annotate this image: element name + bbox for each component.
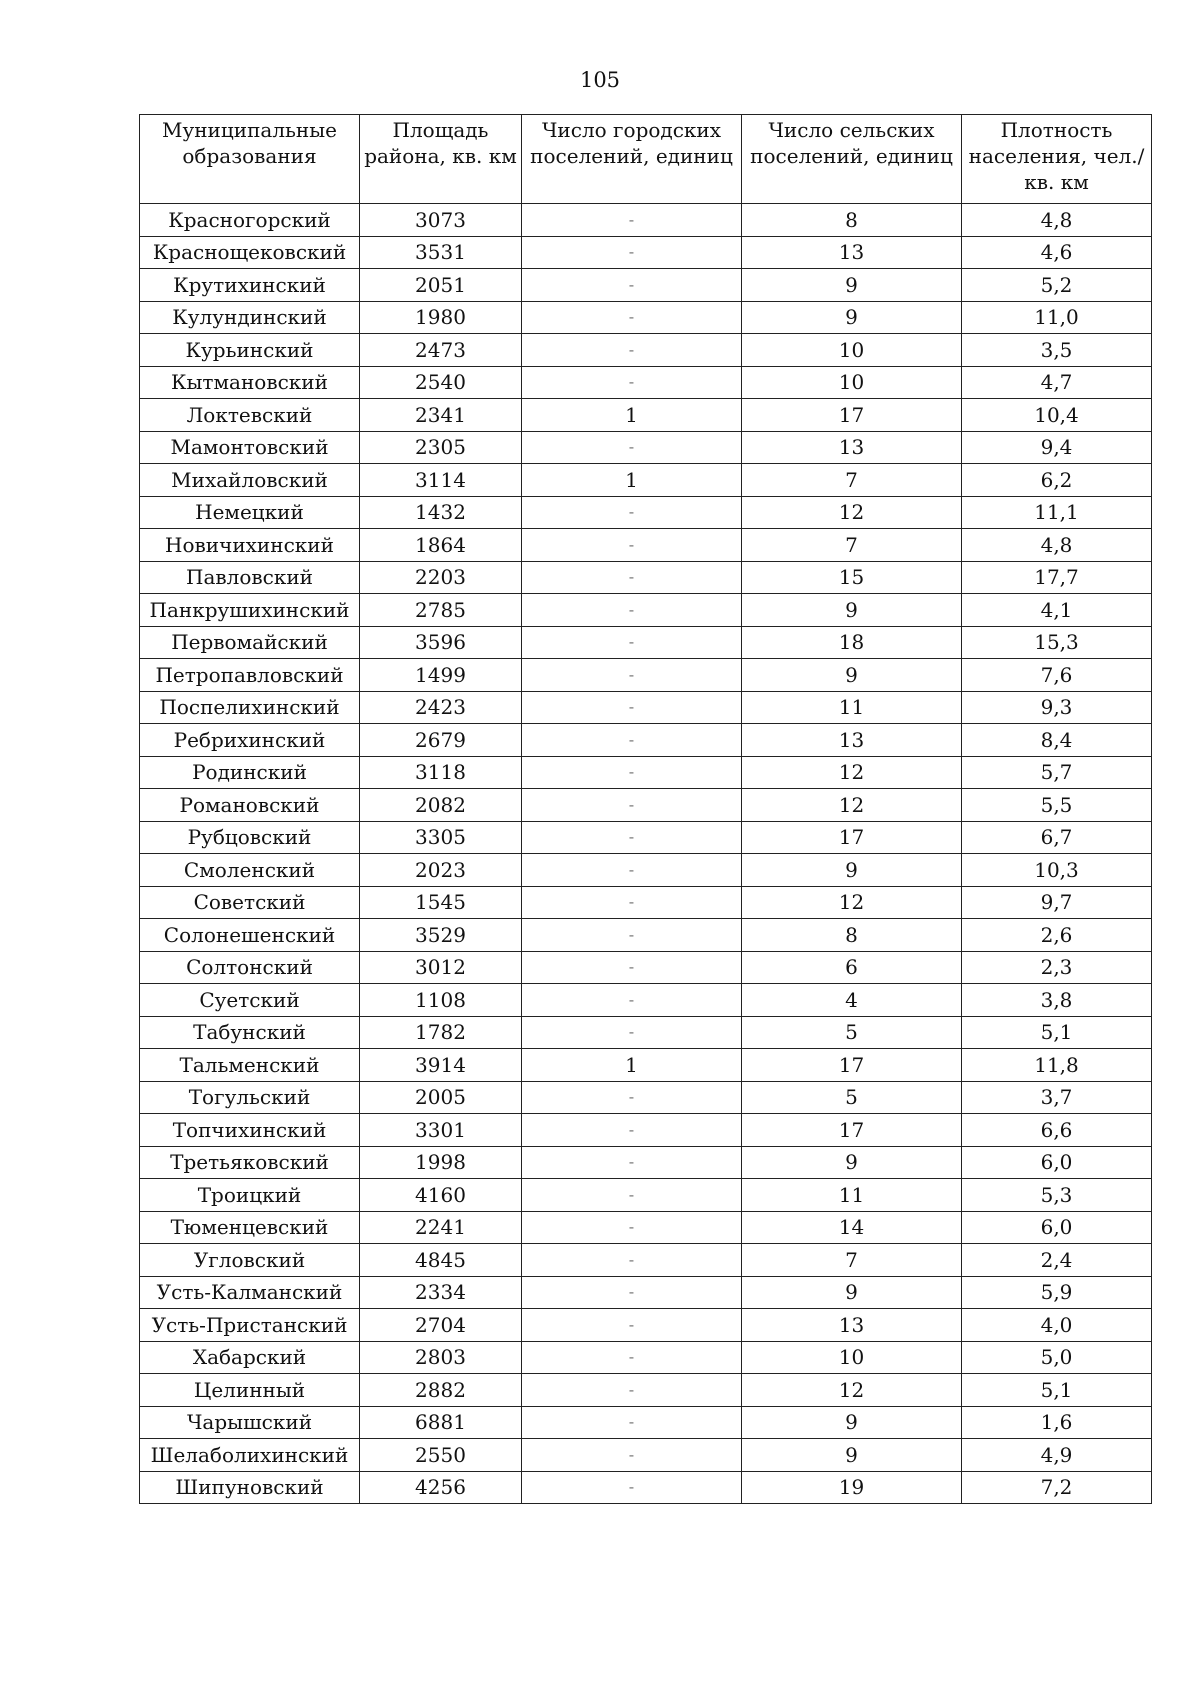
cell-population-density: 5,1 bbox=[962, 1374, 1152, 1407]
cell-urban-settlements: - bbox=[522, 691, 742, 724]
cell-urban-settlements: - bbox=[522, 431, 742, 464]
cell-rural-settlements: 10 bbox=[742, 366, 962, 399]
cell-area: 3114 bbox=[360, 464, 522, 497]
cell-urban-settlements: - bbox=[522, 334, 742, 367]
table-row bbox=[140, 1309, 1152, 1342]
table-row bbox=[140, 1341, 1152, 1374]
cell-municipality: Кытмановский bbox=[140, 366, 360, 399]
cell-population-density: 9,7 bbox=[962, 886, 1152, 919]
cell-municipality: Петропавловский bbox=[140, 659, 360, 692]
cell-municipality: Романовский bbox=[140, 789, 360, 822]
cell-urban-settlements: - bbox=[522, 1244, 742, 1277]
cell-municipality: Тогульский bbox=[140, 1081, 360, 1114]
cell-area: 1432 bbox=[360, 496, 522, 529]
page-number: 105 bbox=[579, 68, 621, 92]
cell-urban-settlements: - bbox=[522, 1341, 742, 1374]
cell-area: 2550 bbox=[360, 1439, 522, 1472]
cell-urban-settlements: - bbox=[522, 204, 742, 237]
header-urban-settlements: Число городских поселений, единиц bbox=[522, 115, 742, 204]
cell-urban-settlements: - bbox=[522, 789, 742, 822]
cell-population-density: 9,4 bbox=[962, 431, 1152, 464]
cell-area: 4845 bbox=[360, 1244, 522, 1277]
cell-population-density: 11,0 bbox=[962, 301, 1152, 334]
cell-rural-settlements: 17 bbox=[742, 1114, 962, 1147]
table-row bbox=[140, 431, 1152, 464]
cell-population-density: 11,1 bbox=[962, 496, 1152, 529]
cell-urban-settlements: - bbox=[522, 756, 742, 789]
table-row bbox=[140, 1114, 1152, 1147]
cell-area: 2305 bbox=[360, 431, 522, 464]
table-row bbox=[140, 1406, 1152, 1439]
table-row bbox=[140, 919, 1152, 952]
cell-urban-settlements: - bbox=[522, 951, 742, 984]
header-area: Площадь района, кв. км bbox=[360, 115, 522, 204]
cell-population-density: 5,2 bbox=[962, 269, 1152, 302]
cell-area: 2803 bbox=[360, 1341, 522, 1374]
cell-area: 3529 bbox=[360, 919, 522, 952]
table-row bbox=[140, 464, 1152, 497]
cell-area: 1980 bbox=[360, 301, 522, 334]
cell-rural-settlements: 11 bbox=[742, 691, 962, 724]
cell-urban-settlements: - bbox=[522, 1146, 742, 1179]
cell-rural-settlements: 12 bbox=[742, 789, 962, 822]
cell-rural-settlements: 10 bbox=[742, 1341, 962, 1374]
cell-population-density: 17,7 bbox=[962, 561, 1152, 594]
cell-urban-settlements: - bbox=[522, 626, 742, 659]
table-row bbox=[140, 1276, 1152, 1309]
cell-population-density: 9,3 bbox=[962, 691, 1152, 724]
table-row bbox=[140, 659, 1152, 692]
cell-rural-settlements: 5 bbox=[742, 1016, 962, 1049]
cell-rural-settlements: 17 bbox=[742, 1049, 962, 1082]
table-row bbox=[140, 561, 1152, 594]
cell-rural-settlements: 9 bbox=[742, 854, 962, 887]
cell-population-density: 4,8 bbox=[962, 529, 1152, 562]
cell-urban-settlements: 1 bbox=[522, 464, 742, 497]
cell-rural-settlements: 13 bbox=[742, 724, 962, 757]
table-row bbox=[140, 821, 1152, 854]
cell-urban-settlements: - bbox=[522, 1276, 742, 1309]
cell-urban-settlements: 1 bbox=[522, 1049, 742, 1082]
cell-area: 2882 bbox=[360, 1374, 522, 1407]
table-row bbox=[140, 1471, 1152, 1504]
cell-municipality: Михайловский bbox=[140, 464, 360, 497]
cell-municipality: Угловский bbox=[140, 1244, 360, 1277]
cell-urban-settlements: - bbox=[522, 529, 742, 562]
cell-area: 2005 bbox=[360, 1081, 522, 1114]
cell-rural-settlements: 9 bbox=[742, 594, 962, 627]
table-row bbox=[140, 1374, 1152, 1407]
cell-area: 3012 bbox=[360, 951, 522, 984]
cell-population-density: 2,6 bbox=[962, 919, 1152, 952]
cell-rural-settlements: 7 bbox=[742, 1244, 962, 1277]
table-row bbox=[140, 724, 1152, 757]
table-row bbox=[140, 756, 1152, 789]
cell-municipality: Шелаболихинский bbox=[140, 1439, 360, 1472]
cell-rural-settlements: 9 bbox=[742, 269, 962, 302]
cell-rural-settlements: 10 bbox=[742, 334, 962, 367]
cell-area: 2203 bbox=[360, 561, 522, 594]
cell-rural-settlements: 15 bbox=[742, 561, 962, 594]
cell-rural-settlements: 8 bbox=[742, 204, 962, 237]
cell-population-density: 7,6 bbox=[962, 659, 1152, 692]
table-row bbox=[140, 1146, 1152, 1179]
cell-rural-settlements: 14 bbox=[742, 1211, 962, 1244]
cell-population-density: 5,3 bbox=[962, 1179, 1152, 1212]
header-municipality: Муниципальные образования bbox=[140, 115, 360, 204]
cell-area: 2679 bbox=[360, 724, 522, 757]
cell-urban-settlements: - bbox=[522, 1309, 742, 1342]
cell-rural-settlements: 12 bbox=[742, 756, 962, 789]
cell-municipality: Родинский bbox=[140, 756, 360, 789]
table-row bbox=[140, 691, 1152, 724]
cell-population-density: 7,2 bbox=[962, 1471, 1152, 1504]
cell-area: 1545 bbox=[360, 886, 522, 919]
cell-population-density: 8,4 bbox=[962, 724, 1152, 757]
table-row bbox=[140, 1016, 1152, 1049]
cell-area: 2051 bbox=[360, 269, 522, 302]
cell-urban-settlements: - bbox=[522, 561, 742, 594]
table-row bbox=[140, 301, 1152, 334]
cell-municipality: Локтевский bbox=[140, 399, 360, 432]
table-row bbox=[140, 594, 1152, 627]
cell-municipality: Красногорский bbox=[140, 204, 360, 237]
cell-urban-settlements: - bbox=[522, 1439, 742, 1472]
cell-population-density: 4,0 bbox=[962, 1309, 1152, 1342]
table-row bbox=[140, 854, 1152, 887]
cell-rural-settlements: 12 bbox=[742, 886, 962, 919]
cell-area: 2785 bbox=[360, 594, 522, 627]
cell-area: 2082 bbox=[360, 789, 522, 822]
cell-population-density: 11,8 bbox=[962, 1049, 1152, 1082]
cell-population-density: 15,3 bbox=[962, 626, 1152, 659]
cell-urban-settlements: - bbox=[522, 366, 742, 399]
cell-population-density: 10,4 bbox=[962, 399, 1152, 432]
cell-municipality: Ребрихинский bbox=[140, 724, 360, 757]
cell-rural-settlements: 9 bbox=[742, 1146, 962, 1179]
cell-rural-settlements: 17 bbox=[742, 821, 962, 854]
cell-rural-settlements: 12 bbox=[742, 496, 962, 529]
cell-population-density: 3,8 bbox=[962, 984, 1152, 1017]
cell-urban-settlements: - bbox=[522, 1374, 742, 1407]
cell-rural-settlements: 9 bbox=[742, 1276, 962, 1309]
cell-urban-settlements: - bbox=[522, 919, 742, 952]
cell-rural-settlements: 7 bbox=[742, 529, 962, 562]
cell-rural-settlements: 13 bbox=[742, 236, 962, 269]
cell-area: 3914 bbox=[360, 1049, 522, 1082]
cell-municipality: Рубцовский bbox=[140, 821, 360, 854]
cell-municipality: Третьяковский bbox=[140, 1146, 360, 1179]
cell-rural-settlements: 13 bbox=[742, 1309, 962, 1342]
cell-municipality: Тальменский bbox=[140, 1049, 360, 1082]
cell-urban-settlements: - bbox=[522, 1016, 742, 1049]
cell-population-density: 6,0 bbox=[962, 1211, 1152, 1244]
cell-rural-settlements: 6 bbox=[742, 951, 962, 984]
municipalities-table bbox=[139, 114, 1152, 1504]
table-row bbox=[140, 1049, 1152, 1082]
cell-municipality: Краснощековский bbox=[140, 236, 360, 269]
cell-area: 3531 bbox=[360, 236, 522, 269]
cell-area: 1108 bbox=[360, 984, 522, 1017]
cell-rural-settlements: 7 bbox=[742, 464, 962, 497]
cell-population-density: 5,1 bbox=[962, 1016, 1152, 1049]
cell-area: 2023 bbox=[360, 854, 522, 887]
cell-population-density: 6,2 bbox=[962, 464, 1152, 497]
cell-population-density: 6,7 bbox=[962, 821, 1152, 854]
cell-population-density: 2,4 bbox=[962, 1244, 1152, 1277]
cell-urban-settlements: - bbox=[522, 886, 742, 919]
cell-population-density: 6,0 bbox=[962, 1146, 1152, 1179]
header-row bbox=[140, 115, 1152, 204]
cell-population-density: 3,7 bbox=[962, 1081, 1152, 1114]
table-body bbox=[140, 204, 1152, 1504]
table-row bbox=[140, 1211, 1152, 1244]
cell-area: 2704 bbox=[360, 1309, 522, 1342]
cell-rural-settlements: 9 bbox=[742, 659, 962, 692]
cell-area: 1998 bbox=[360, 1146, 522, 1179]
table-row bbox=[140, 1081, 1152, 1114]
cell-urban-settlements: - bbox=[522, 1471, 742, 1504]
table-row bbox=[140, 366, 1152, 399]
cell-area: 3301 bbox=[360, 1114, 522, 1147]
cell-urban-settlements: - bbox=[522, 659, 742, 692]
cell-urban-settlements: - bbox=[522, 236, 742, 269]
cell-area: 1864 bbox=[360, 529, 522, 562]
cell-population-density: 4,6 bbox=[962, 236, 1152, 269]
table-row bbox=[140, 496, 1152, 529]
cell-area: 3305 bbox=[360, 821, 522, 854]
cell-rural-settlements: 4 bbox=[742, 984, 962, 1017]
cell-municipality: Усть-Калманский bbox=[140, 1276, 360, 1309]
cell-municipality: Целинный bbox=[140, 1374, 360, 1407]
cell-population-density: 5,9 bbox=[962, 1276, 1152, 1309]
table-row bbox=[140, 886, 1152, 919]
table-row bbox=[140, 1244, 1152, 1277]
header-population-density: Плотность населения, чел./кв. км bbox=[962, 115, 1152, 204]
cell-population-density: 4,9 bbox=[962, 1439, 1152, 1472]
cell-municipality: Курьинский bbox=[140, 334, 360, 367]
cell-area: 1782 bbox=[360, 1016, 522, 1049]
cell-area: 3118 bbox=[360, 756, 522, 789]
cell-population-density: 2,3 bbox=[962, 951, 1152, 984]
cell-municipality: Кулундинский bbox=[140, 301, 360, 334]
cell-population-density: 4,1 bbox=[962, 594, 1152, 627]
cell-area: 3073 bbox=[360, 204, 522, 237]
cell-rural-settlements: 9 bbox=[742, 1439, 962, 1472]
cell-area: 2334 bbox=[360, 1276, 522, 1309]
cell-rural-settlements: 12 bbox=[742, 1374, 962, 1407]
table-row bbox=[140, 1439, 1152, 1472]
cell-urban-settlements: - bbox=[522, 1081, 742, 1114]
cell-population-density: 10,3 bbox=[962, 854, 1152, 887]
cell-municipality: Немецкий bbox=[140, 496, 360, 529]
cell-area: 2241 bbox=[360, 1211, 522, 1244]
cell-area: 4160 bbox=[360, 1179, 522, 1212]
cell-urban-settlements: - bbox=[522, 821, 742, 854]
cell-municipality: Панкрушихинский bbox=[140, 594, 360, 627]
cell-population-density: 5,5 bbox=[962, 789, 1152, 822]
cell-area: 2473 bbox=[360, 334, 522, 367]
cell-urban-settlements: - bbox=[522, 1211, 742, 1244]
table-row bbox=[140, 204, 1152, 237]
cell-urban-settlements: - bbox=[522, 724, 742, 757]
cell-municipality: Топчихинский bbox=[140, 1114, 360, 1147]
cell-urban-settlements: - bbox=[522, 1406, 742, 1439]
cell-rural-settlements: 13 bbox=[742, 431, 962, 464]
cell-urban-settlements: - bbox=[522, 1179, 742, 1212]
cell-rural-settlements: 19 bbox=[742, 1471, 962, 1504]
cell-urban-settlements: - bbox=[522, 301, 742, 334]
cell-population-density: 6,6 bbox=[962, 1114, 1152, 1147]
cell-municipality: Павловский bbox=[140, 561, 360, 594]
cell-urban-settlements: - bbox=[522, 594, 742, 627]
cell-population-density: 3,5 bbox=[962, 334, 1152, 367]
cell-area: 2341 bbox=[360, 399, 522, 432]
cell-urban-settlements: - bbox=[522, 496, 742, 529]
cell-area: 3596 bbox=[360, 626, 522, 659]
cell-municipality: Поспелихинский bbox=[140, 691, 360, 724]
cell-rural-settlements: 9 bbox=[742, 301, 962, 334]
cell-municipality: Новичихинский bbox=[140, 529, 360, 562]
cell-population-density: 1,6 bbox=[962, 1406, 1152, 1439]
cell-urban-settlements: - bbox=[522, 984, 742, 1017]
cell-municipality: Усть-Пристанский bbox=[140, 1309, 360, 1342]
cell-municipality: Крутихинский bbox=[140, 269, 360, 302]
cell-municipality: Троицкий bbox=[140, 1179, 360, 1212]
table-row bbox=[140, 951, 1152, 984]
cell-municipality: Мамонтовский bbox=[140, 431, 360, 464]
cell-population-density: 4,7 bbox=[962, 366, 1152, 399]
cell-municipality: Солонешенский bbox=[140, 919, 360, 952]
cell-municipality: Тюменцевский bbox=[140, 1211, 360, 1244]
table-row bbox=[140, 334, 1152, 367]
cell-urban-settlements: 1 bbox=[522, 399, 742, 432]
cell-area: 1499 bbox=[360, 659, 522, 692]
table-row bbox=[140, 984, 1152, 1017]
table-row bbox=[140, 1179, 1152, 1212]
cell-area: 2540 bbox=[360, 366, 522, 399]
table-row bbox=[140, 236, 1152, 269]
cell-population-density: 5,7 bbox=[962, 756, 1152, 789]
table-row bbox=[140, 626, 1152, 659]
cell-rural-settlements: 9 bbox=[742, 1406, 962, 1439]
cell-area: 2423 bbox=[360, 691, 522, 724]
cell-municipality: Смоленский bbox=[140, 854, 360, 887]
cell-municipality: Табунский bbox=[140, 1016, 360, 1049]
cell-area: 6881 bbox=[360, 1406, 522, 1439]
cell-municipality: Советский bbox=[140, 886, 360, 919]
cell-rural-settlements: 11 bbox=[742, 1179, 962, 1212]
cell-area: 4256 bbox=[360, 1471, 522, 1504]
cell-population-density: 4,8 bbox=[962, 204, 1152, 237]
table-row bbox=[140, 399, 1152, 432]
cell-rural-settlements: 17 bbox=[742, 399, 962, 432]
cell-municipality: Чарышский bbox=[140, 1406, 360, 1439]
cell-rural-settlements: 8 bbox=[742, 919, 962, 952]
cell-municipality: Шипуновский bbox=[140, 1471, 360, 1504]
cell-rural-settlements: 18 bbox=[742, 626, 962, 659]
table-row bbox=[140, 529, 1152, 562]
table-row bbox=[140, 269, 1152, 302]
cell-municipality: Первомайский bbox=[140, 626, 360, 659]
header-rural-settlements: Число сельских поселений, единиц bbox=[742, 115, 962, 204]
cell-urban-settlements: - bbox=[522, 854, 742, 887]
cell-urban-settlements: - bbox=[522, 269, 742, 302]
cell-urban-settlements: - bbox=[522, 1114, 742, 1147]
cell-municipality: Суетский bbox=[140, 984, 360, 1017]
cell-population-density: 5,0 bbox=[962, 1341, 1152, 1374]
table-header bbox=[140, 115, 1152, 204]
cell-municipality: Солтонский bbox=[140, 951, 360, 984]
table-row bbox=[140, 789, 1152, 822]
cell-municipality: Хабарский bbox=[140, 1341, 360, 1374]
cell-rural-settlements: 5 bbox=[742, 1081, 962, 1114]
